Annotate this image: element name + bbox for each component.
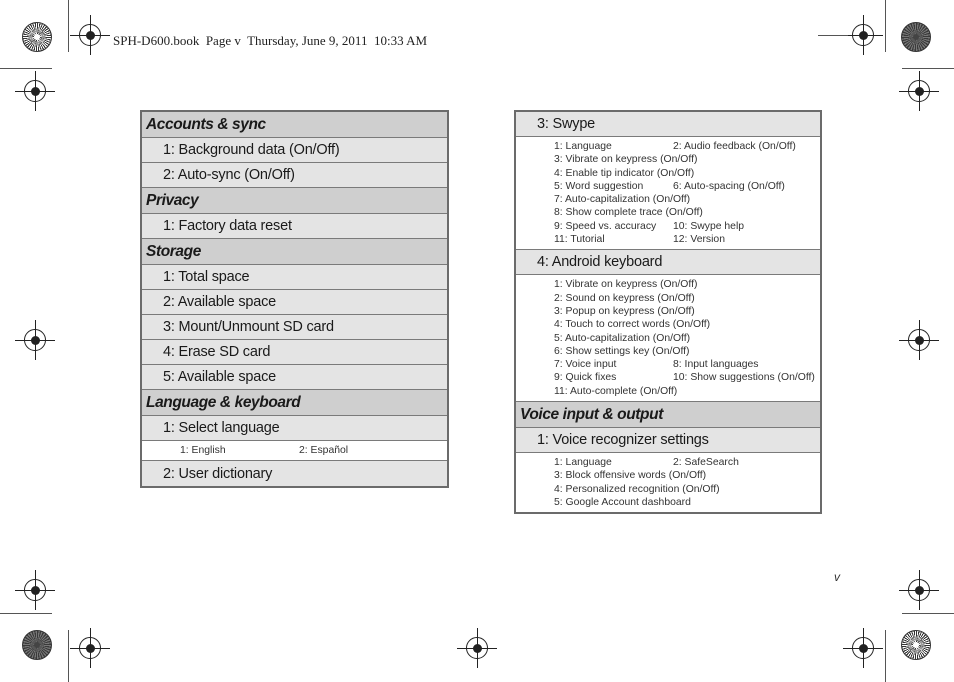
- crop-mark: [885, 630, 886, 682]
- submenu-option: 7: Auto-capitalization (On/Off): [554, 194, 691, 206]
- registration-mark-icon: [24, 579, 46, 601]
- submenu-line: [554, 220, 820, 233]
- crop-mark: [68, 630, 69, 682]
- color-target-icon: [22, 630, 52, 660]
- crop-mark: [0, 68, 52, 69]
- page-number: v: [834, 570, 840, 584]
- menu-item: 5: Available space: [142, 365, 447, 390]
- submenu-option: 3: Popup on keypress (On/Off): [554, 305, 695, 317]
- menu-item: 4: Erase SD card: [142, 340, 447, 365]
- submenu-line: [554, 278, 820, 291]
- registration-mark-icon: [908, 579, 930, 601]
- submenu-line: [554, 469, 820, 482]
- settings-menu-table-left: [140, 110, 449, 488]
- crop-mark: [68, 0, 69, 52]
- submenu-line: [554, 206, 820, 219]
- crop-mark: [0, 613, 52, 614]
- submenu-option: 5: Auto-capitalization (On/Off): [554, 332, 691, 344]
- submenu-option: 1: Vibrate on keypress (On/Off): [554, 279, 698, 291]
- submenu-option: 8: Show complete trace (On/Off): [554, 207, 703, 219]
- registration-mark-icon: [24, 80, 46, 102]
- registration-mark-icon: [466, 637, 488, 659]
- submenu-options: [516, 275, 820, 402]
- submenu-option: 3: Block offensive words (On/Off): [554, 470, 707, 482]
- submenu-line: [554, 292, 820, 305]
- submenu-line: [554, 318, 820, 331]
- menu-category-heading: Privacy: [142, 188, 447, 214]
- submenu-line: [554, 371, 820, 384]
- registration-mark-icon: [24, 329, 46, 351]
- menu-item: 1: Voice recognizer settings: [516, 428, 820, 453]
- registration-mark-icon: [908, 80, 930, 102]
- menu-item: 1: Background data (On/Off): [142, 138, 447, 163]
- submenu-line: [554, 305, 820, 318]
- submenu-line: [554, 167, 820, 180]
- menu-item: 2: User dictionary: [142, 461, 447, 486]
- submenu-option: 2: Audio feedback (On/Off): [673, 141, 796, 152]
- menu-item: 2: Available space: [142, 290, 447, 315]
- menu-item: 1: Total space: [142, 265, 447, 290]
- submenu-line: [554, 153, 820, 166]
- submenu-line: [554, 180, 820, 193]
- submenu-option: 2: Español: [299, 444, 349, 456]
- submenu-option: 10: Swype help: [673, 220, 745, 232]
- crop-mark: [902, 613, 954, 614]
- menu-item: 1: Factory data reset: [142, 214, 447, 239]
- registration-mark-icon: [908, 329, 930, 351]
- submenu-option: 8: Input languages: [673, 359, 759, 371]
- submenu-line: [554, 456, 820, 469]
- submenu-line: [180, 444, 447, 457]
- submenu-line: [554, 193, 820, 206]
- submenu-option: 7: Voice input: [554, 359, 617, 371]
- submenu-options: [516, 137, 820, 250]
- crop-mark: [902, 68, 954, 69]
- submenu-line: [554, 140, 820, 153]
- registration-mark-icon: [79, 637, 101, 659]
- submenu-option: 4: Touch to correct words (On/Off): [554, 319, 711, 331]
- color-target-icon: [901, 22, 931, 52]
- submenu-line: [554, 332, 820, 345]
- submenu-option: 11: Auto-complete (On/Off): [554, 385, 678, 397]
- submenu-line: [554, 483, 820, 496]
- menu-category-heading: Voice input & output: [516, 402, 820, 428]
- menu-item: 1: Select language: [142, 416, 447, 441]
- menu-category-heading: Accounts & sync: [142, 112, 447, 138]
- submenu-option: 10: Show suggestions (On/Off): [673, 372, 815, 384]
- submenu-line: [554, 385, 820, 398]
- submenu-line: [554, 233, 820, 246]
- registration-mark-icon: [852, 637, 874, 659]
- submenu-line: [554, 345, 820, 358]
- registration-mark-icon: [852, 24, 874, 46]
- submenu-option: 6: Show settings key (On/Off): [554, 345, 690, 357]
- menu-item: 2: Auto-sync (On/Off): [142, 163, 447, 188]
- menu-category-heading: Language & keyboard: [142, 390, 447, 416]
- registration-mark-icon: [79, 24, 101, 46]
- submenu-option: 5: Word suggestion: [554, 180, 644, 192]
- submenu-option: 3: Vibrate on keypress (On/Off): [554, 154, 698, 166]
- submenu-option: 12: Version: [673, 234, 725, 246]
- menu-item: 4: Android keyboard: [516, 250, 820, 275]
- submenu-option: 1: English: [180, 444, 226, 456]
- submenu-option: 1: Language: [554, 457, 612, 469]
- menu-item: 3: Mount/Unmount SD card: [142, 315, 447, 340]
- color-target-icon: [901, 630, 931, 660]
- crop-mark: [818, 35, 848, 36]
- submenu-line: [554, 358, 820, 371]
- submenu-option: 5: Google Account dashboard: [554, 496, 691, 508]
- menu-item: 3: Swype: [516, 112, 820, 137]
- crop-mark: [885, 0, 886, 52]
- print-header: SPH-D600.book Page v Thursday, June 9, 2011 10:33 AM: [113, 33, 428, 48]
- color-target-icon: [22, 22, 52, 52]
- menu-category-heading: Storage: [142, 239, 447, 265]
- settings-menu-table-right: [514, 110, 822, 514]
- submenu-option: 9: Quick fixes: [554, 372, 617, 384]
- submenu-option: 2: SafeSearch: [673, 457, 739, 469]
- submenu-option: 9: Speed vs. accuracy: [554, 220, 657, 232]
- submenu-options: [516, 453, 820, 512]
- submenu-option: 4: Personalized recognition (On/Off): [554, 483, 720, 495]
- submenu-options: [142, 441, 447, 461]
- submenu-option: 1: Language: [554, 141, 612, 152]
- submenu-option: 4: Enable tip indicator (On/Off): [554, 167, 695, 179]
- submenu-option: 6: Auto-spacing (On/Off): [673, 180, 785, 192]
- submenu-option: 2: Sound on keypress (On/Off): [554, 292, 695, 304]
- submenu-option: 11: Tutorial: [554, 234, 605, 246]
- submenu-line: [554, 496, 820, 509]
